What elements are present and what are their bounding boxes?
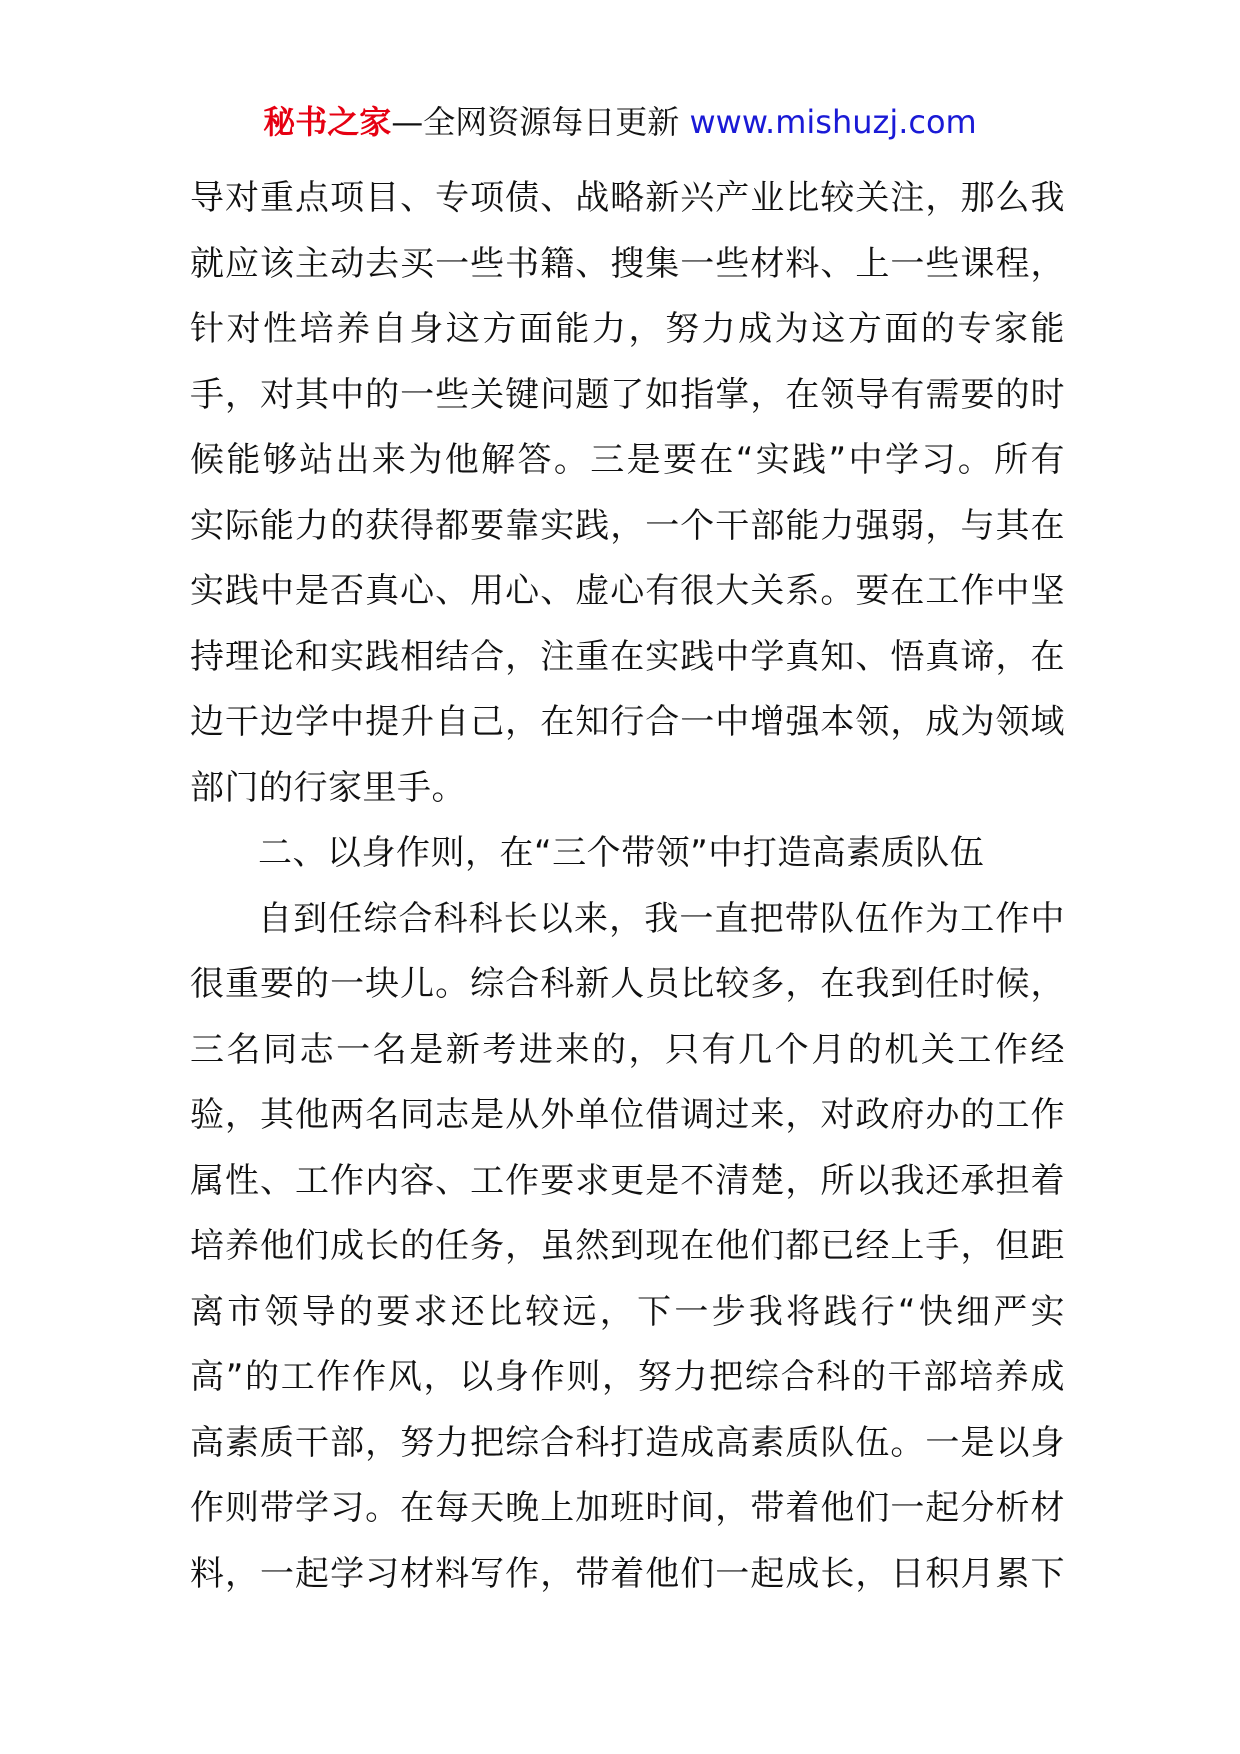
body-line: 培养他们成长的任务，虽然到现在他们都已经上手，但距 <box>190 1226 1065 1266</box>
body-line: 高”的工作作风，以身作则，努力把综合科的干部培养成 <box>190 1357 1065 1397</box>
site-watermark-header <box>0 100 1240 144</box>
body-line: 属性、工作内容、工作要求更是不清楚，所以我还承担着 <box>190 1160 1065 1201</box>
body-line: 候能够站出来为他解答。三是要在“实践”中学习。所有 <box>190 440 1065 480</box>
body-line: 作则带学习。在每天晚上加班时间，带着他们一起分析材 <box>190 1488 1065 1528</box>
body-line: 手，对其中的一些关键问题了如指掌，在领导有需要的时 <box>190 374 1065 415</box>
body-line: 料，一起学习材料写作，带着他们一起成长，日积月累下 <box>190 1553 1065 1594</box>
body-line: 针对性培养自身这方面能力，努力成为这方面的专家能 <box>190 309 1065 349</box>
body-line: 验，其他两名同志是从外单位借调过来，对政府办的工作 <box>190 1095 1065 1135</box>
body-line: 就应该主动去买一些书籍、搜集一些材料、上一些课程， <box>190 243 1065 284</box>
brand-name: 秘书之家 <box>263 103 392 141</box>
body-line: 离市领导的要求还比较远，下一步我将践行“快细严实 <box>190 1291 1065 1332</box>
site-url: www.mishuzj.com <box>689 103 977 141</box>
body-line: 三名同志一名是新考进来的，只有几个月的机关工作经 <box>190 1029 1065 1070</box>
body-line: 高素质干部，努力把综合科打造成高素质队伍。一是以身 <box>190 1422 1065 1463</box>
section-heading: 二、以身作则，在“三个带领”中打造高素质队伍 <box>258 833 985 873</box>
body-line: 持理论和实践相结合，注重在实践中学真知、悟真谛，在 <box>190 636 1065 677</box>
body-line: 导对重点项目、专项债、战略新兴产业比较关注，那么我 <box>190 178 1065 218</box>
body-line: 很重要的一块儿。综合科新人员比较多，在我到任时候， <box>190 964 1065 1004</box>
paragraph-first-line: 自到任综合科科长以来，我一直把带队伍作为工作中 <box>258 898 1065 939</box>
body-line: 实际能力的获得都要靠实践，一个干部能力强弱，与其在 <box>190 505 1065 546</box>
header-tagline: —全网资源每日更新 <box>391 103 690 141</box>
body-line: 实践中是否真心、用心、虚心有很大关系。要在工作中坚 <box>190 571 1065 611</box>
paragraph-last-line: 部门的行家里手。 <box>190 767 466 808</box>
body-line: 边干边学中提升自己，在知行合一中增强本领，成为领域 <box>190 702 1065 742</box>
document-body <box>190 166 1065 1607</box>
